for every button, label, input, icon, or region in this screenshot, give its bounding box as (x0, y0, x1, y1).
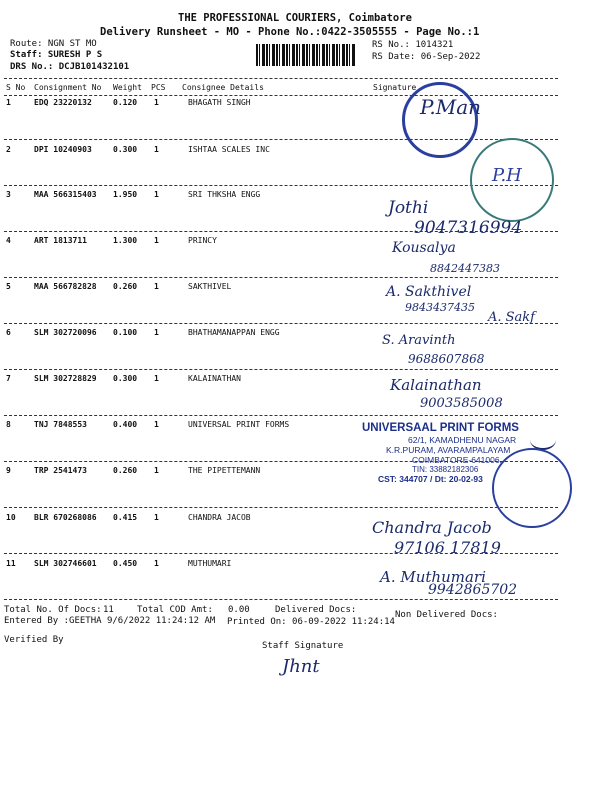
cell-consignment: EDQ 23220132 (34, 98, 92, 107)
cod-value: 0.00 (228, 605, 250, 615)
signature-row10-name: Chandra Jacob (372, 518, 492, 537)
cell-sno: 1 (6, 98, 11, 107)
rs-number: RS No.: 1014321 (372, 40, 454, 50)
cell-pcs: 1 (154, 374, 159, 383)
company-stamp-line3: COIMBATORE-641006. (412, 455, 502, 465)
cell-sno: 11 (6, 559, 16, 568)
cell-consignment: SLM 302728829 (34, 374, 97, 383)
signature-row5-phone: 9843437435 (405, 301, 475, 314)
company-stamp-cst: CST: 344707 / Dt: 20-02-93 (378, 474, 483, 484)
cell-consignee: SRI THKSHA ENGG (188, 190, 261, 199)
cell-consignee: BHATHAMANAPPAN ENGG (188, 328, 280, 337)
cell-sno: 2 (6, 145, 11, 154)
cell-consignee: SAKTHIVEL (188, 282, 232, 291)
cell-sno: 7 (6, 374, 11, 383)
cell-consignee: CHANDRA JACOB (188, 513, 251, 522)
col-consignee: Consignee Details (182, 83, 264, 92)
cell-consignee: BHAGATH SINGH (188, 98, 251, 107)
row-divider (4, 139, 558, 140)
cell-consignment: TNJ 7848553 (34, 420, 87, 429)
company-stamp-line1: 62/1, KAMADHENU NAGAR (408, 435, 517, 445)
row-divider (4, 599, 558, 600)
rs-date: RS Date: 06-Sep-2022 (372, 52, 481, 62)
cell-pcs: 1 (154, 190, 159, 199)
cell-consignee: KALAINATHAN (188, 374, 241, 383)
row8-signature-scribble-icon (530, 430, 556, 450)
signature-row5-name: A. Sakthivel (386, 284, 472, 300)
cell-consignment: BLR 670268086 (34, 513, 97, 522)
row-divider (4, 323, 558, 324)
company-stamp-tin: TIN: 33882182306 (412, 465, 479, 474)
cell-weight: 0.300 (113, 374, 138, 383)
cell-sno: 9 (6, 466, 11, 475)
signature-row5-extra: A. Sakf (488, 310, 535, 325)
cell-consignee: THE PIPETTEMANN (188, 466, 261, 475)
signature-row7-phone: 9003585008 (420, 396, 503, 411)
row-divider (4, 369, 558, 370)
cell-weight: 0.450 (113, 559, 138, 568)
document-title: THE PROFESSIONAL COURIERS, Coimbatore (178, 12, 412, 24)
cod-label: Total COD Amt: (137, 605, 213, 615)
col-pcs: PCS (151, 83, 166, 92)
cell-consignee: UNIVERSAL PRINT FORMS (188, 420, 290, 429)
cell-weight: 1.300 (113, 236, 138, 245)
signature-row10-phone: 97106 17819 (394, 538, 501, 557)
row-divider (4, 277, 558, 278)
cell-pcs: 1 (154, 145, 159, 154)
cell-pcs: 1 (154, 328, 159, 337)
college-stamp-icon (402, 82, 478, 158)
col-consignment: Consignment No (34, 83, 102, 92)
cell-consignment: DPI 10240903 (34, 145, 92, 154)
delivered-docs-label: Delivered Docs: (275, 605, 357, 615)
signature-row3-name: Jothi (388, 198, 429, 218)
cell-consignment: SLM 302720096 (34, 328, 97, 337)
cell-pcs: 1 (154, 282, 159, 291)
company-stamp-line2: K.R.PURAM, AVARAMPALAYAM (386, 445, 511, 455)
route-label: Route: NGN ST MO (10, 39, 97, 49)
signature-row2: P.H (492, 165, 522, 186)
signature-row6-phone: 9688607868 (408, 352, 485, 366)
cell-pcs: 1 (154, 98, 159, 107)
cell-sno: 4 (6, 236, 11, 245)
row-divider (4, 415, 558, 416)
signature-row4-name: Kousalya (392, 240, 456, 256)
total-docs-value: 11 (103, 605, 114, 615)
staff-signature-scrawl: Jhnt (282, 656, 320, 677)
cell-consignee: PRINCY (188, 236, 217, 245)
signature-row3-phone: 9047316994 (414, 218, 523, 238)
row-divider (4, 507, 558, 508)
col-signature: Signature (373, 83, 417, 92)
cell-weight: 0.100 (113, 328, 138, 337)
cell-weight: 0.260 (113, 282, 138, 291)
cell-weight: 0.260 (113, 466, 138, 475)
cell-weight: 0.415 (113, 513, 138, 522)
company-stamp-name: UNIVERSAAL PRINT FORMS (362, 422, 519, 434)
signature-row4-phone: 8842447383 (430, 262, 500, 275)
staff-label: Staff: SURESH P S (10, 50, 103, 60)
total-docs-label: Total No. Of Docs: (4, 605, 102, 615)
cell-weight: 0.300 (113, 145, 138, 154)
col-sno: S No (6, 83, 26, 92)
barcode (256, 44, 356, 66)
cell-pcs: 1 (154, 559, 159, 568)
cell-pcs: 1 (154, 513, 159, 522)
entered-by: Entered By :GEETHA 9/6/2022 11:24:12 AM (4, 616, 216, 626)
signature-row1: P.Man (420, 95, 482, 119)
printed-on: Printed On: 06-09-2022 11:24:14 (227, 617, 395, 627)
header-top-rule (4, 78, 558, 79)
scientific-stamp-icon (492, 448, 572, 528)
signature-row7-name: Kalainathan (390, 376, 482, 394)
cell-pcs: 1 (154, 466, 159, 475)
cell-consignment: ART 1813711 (34, 236, 87, 245)
cell-sno: 8 (6, 420, 11, 429)
document-subtitle: Delivery Runsheet - MO - Phone No.:0422-3505555 - Page No.:1 (100, 26, 480, 38)
cell-sno: 3 (6, 190, 11, 199)
cell-sno: 5 (6, 282, 11, 291)
signature-row11-phone: 9942865702 (428, 582, 518, 598)
cell-weight: 1.950 (113, 190, 138, 199)
cell-sno: 6 (6, 328, 11, 337)
cell-consignment: MAA 566315403 (34, 190, 97, 199)
cell-consignment: SLM 302746601 (34, 559, 97, 568)
cell-pcs: 1 (154, 236, 159, 245)
cell-consignee: MUTHUMARI (188, 559, 232, 568)
staff-signature-label: Staff Signature (262, 641, 344, 651)
cell-pcs: 1 (154, 420, 159, 429)
cell-weight: 0.400 (113, 420, 138, 429)
signature-row6-name: S. Aravinth (382, 333, 456, 348)
cell-consignee: ISHTAA SCALES INC (188, 145, 270, 154)
signature-row11-name: A. Muthumari (380, 568, 486, 586)
non-delivered-docs-label: Non Delivered Docs: (395, 610, 498, 620)
cell-consignment: TRP 2541473 (34, 466, 87, 475)
drs-number: DRS No.: DCJB101432101 (10, 62, 130, 72)
cell-consignment: MAA 566782828 (34, 282, 97, 291)
cell-sno: 10 (6, 513, 16, 522)
cell-weight: 0.120 (113, 98, 138, 107)
col-weight: Weight (113, 83, 142, 92)
verified-by: Verified By (4, 635, 64, 645)
